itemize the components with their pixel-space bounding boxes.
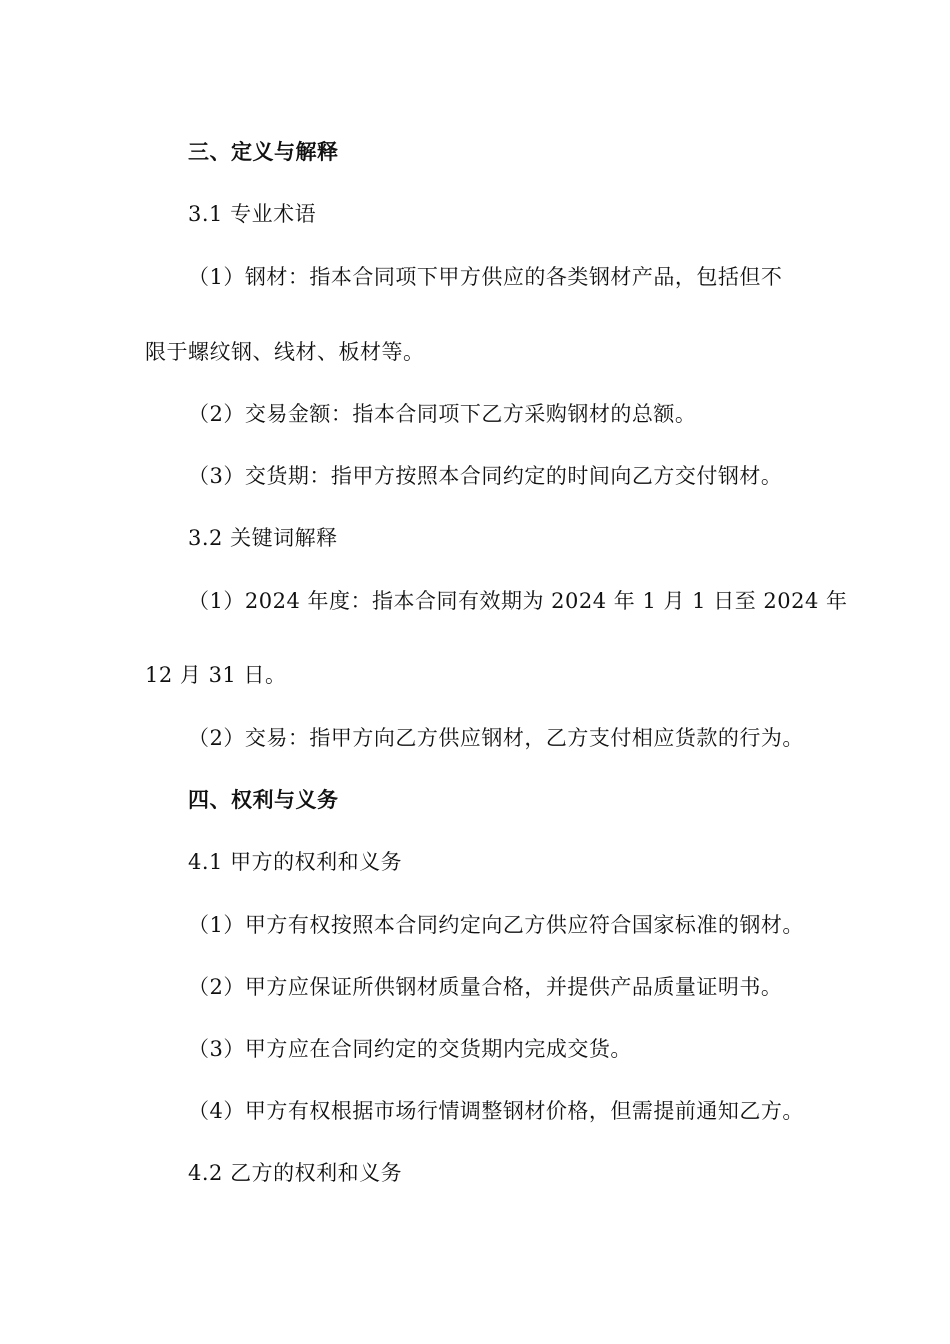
- paragraph-line: 限于螺纹钢、线材、板材等。: [145, 340, 425, 364]
- paragraph-line: （2）交易：指甲方向乙方供应钢材，乙方支付相应货款的行为。: [188, 726, 804, 750]
- paragraph-line: 12 月 31 日。: [145, 663, 287, 687]
- paragraph-line: （1）甲方有权按照本合同约定向乙方供应符合国家标准的钢材。: [188, 913, 804, 937]
- subsection-title: 3.1 专业术语: [188, 202, 317, 226]
- paragraph-line: （3）甲方应在合同约定的交货期内完成交货。: [188, 1037, 632, 1061]
- subsection-title: 3.2 关键词解释: [188, 526, 338, 550]
- paragraph-line: （2）甲方应保证所供钢材质量合格，并提供产品质量证明书。: [188, 975, 783, 999]
- subsection-title: 4.1 甲方的权利和义务: [188, 850, 403, 874]
- paragraph-line: （1）钢材：指本合同项下甲方供应的各类钢材产品，包括但不: [188, 265, 783, 289]
- section-heading: 四、权利与义务: [188, 788, 339, 812]
- paragraph-line: （4）甲方有权根据市场行情调整钢材价格，但需提前通知乙方。: [188, 1099, 804, 1123]
- paragraph-line: （1）2024 年度：指本合同有效期为 2024 年 1 月 1 日至 2024 年: [188, 589, 848, 613]
- paragraph-line: （2）交易金额：指本合同项下乙方采购钢材的总额。: [188, 402, 697, 426]
- section-heading: 三、定义与解释: [188, 140, 339, 164]
- subsection-title: 4.2 乙方的权利和义务: [188, 1161, 403, 1185]
- paragraph-line: （3）交货期：指甲方按照本合同约定的时间向乙方交付钢材。: [188, 464, 783, 488]
